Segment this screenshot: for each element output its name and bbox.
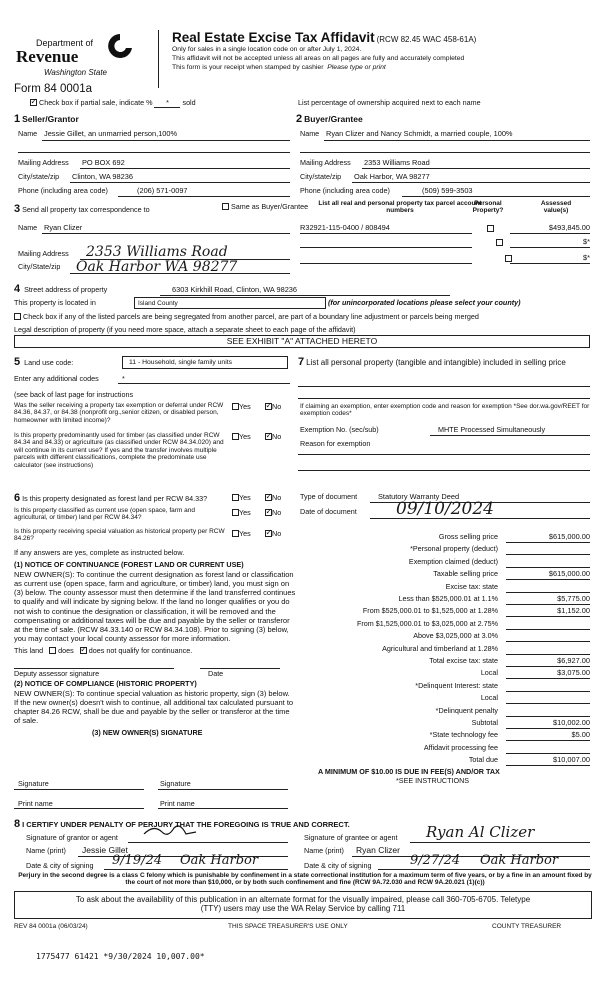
county-select[interactable]: [134, 297, 326, 309]
partial-sale-label: Check box if partial sale, indicate %: [39, 98, 153, 107]
seller-name-field[interactable]: Jessie Gillet, an unmarried person,100%: [44, 129, 178, 138]
land-use-row: 5 Land use code:: [14, 356, 74, 368]
corr-city-field[interactable]: Oak Harbor WA 98277: [76, 259, 238, 275]
f1-yes-checkbox[interactable]: [232, 494, 239, 501]
see-instructions: *SEE INSTRUCTIONS: [396, 776, 470, 785]
grantee-sig-label: Signature of grantee or agent: [304, 833, 398, 842]
timber-question: Is this property predominantly used for timber (as classified under RCW 84.34 and 84.33) or agriculture (as classified under RCW 84.34.020) and will continue in its current use? If yes and the transfer involves multiple parcels with different classifications, complete the predominate use calculator (see instructions): [14, 432, 224, 469]
notice2-text: NEW OWNER(S): To continue special valuation as historic property, sign (3) below. If the new owner(s) doesn't wish to continue, all additional tax calculated pursuant to chapter 84.26 RCW, shall be due and payable by the seller or transferor at the time of sale.: [14, 689, 294, 726]
seller-city-label: City/state/zip: [18, 172, 60, 181]
parcel-col-header: List all real and personal property tax parcel account numbers: [318, 200, 482, 215]
legal-description-value: SEE EXHIBIT "A" ATTACHED HERETO: [226, 336, 378, 346]
owner-sig1-label: Signature: [18, 779, 49, 788]
f3-no-checkbox[interactable]: [265, 530, 272, 537]
see-back-note: (see back of last page for instructions: [14, 390, 134, 399]
notice3-title: (3) NEW OWNER(S) SIGNATURE: [92, 728, 203, 737]
located-label: This property is located in: [14, 298, 96, 307]
forest-q2: Is this property classified as current use (open space, farm and agricultural, or timber) land per RCW 84.34?: [14, 507, 196, 522]
header-note1: Only for sales in a single location code on or after July 1, 2024.: [172, 46, 362, 53]
doc-date-label: Date of document: [300, 507, 357, 516]
grantor-name-label: Name (print): [26, 846, 66, 855]
doc-date-field[interactable]: 09/10/2024: [396, 499, 494, 519]
parcel-row-3-value[interactable]: $*: [583, 253, 590, 262]
grantor-signature[interactable]: [140, 822, 200, 842]
exemption-note: If claiming an exemption, enter exemption code and reason for exemption *See dor.wa.gov/REET for exemption codes*: [300, 403, 590, 418]
parcel-row-2-personal-checkbox[interactable]: [496, 239, 503, 246]
rev-number: REV 84 0001a (06/03/24): [14, 923, 88, 930]
doc-type-label: Type of document: [300, 492, 358, 501]
additional-codes-label: Enter any additional codes: [14, 374, 99, 383]
tax-row-label: *Personal property (deduct): [410, 544, 498, 554]
f1-no: ✓ No: [265, 494, 281, 502]
exemption-no-field[interactable]: MHTE Processed Simultaneously: [438, 425, 546, 434]
dept-line1: Department of: [36, 38, 94, 48]
county-treasurer: COUNTY TREASURER: [492, 923, 562, 930]
grantor-sig-label: Signature of grantor or agent: [26, 833, 118, 842]
seller-phone-field[interactable]: (206) 571-0097: [137, 186, 188, 195]
notice1-text: NEW OWNER(S): To continue the current designation as forest land or classification as current use (open space, farm and agriculture, or timber) land, you must sign on (3) below. The county assessor must then determine if the land transferred continues to qualify and will indicate by signing below. If the land no longer qualifies or you do not wish to continue the designation or classification, it will be removed and the compensating or additional taxes will be due and payable by the seller or transferor at the time of sale. (RCW 84.33.140 or RCW 84.34.108). Prior to signing (3) below, you may contact your local county assessor for more information.: [14, 570, 296, 643]
access-line2: (TTY) users may use the WA Relay Service by calling 711: [200, 904, 406, 914]
tax-row-label: Local: [480, 668, 498, 678]
partial-pct[interactable]: *: [154, 99, 180, 108]
parcel-row-2-value[interactable]: $*: [583, 237, 590, 246]
personal-col-header: Personal Property?: [472, 200, 504, 215]
reason-label: Reason for exemption: [300, 439, 371, 448]
corr-city-label: City/State/zip: [18, 262, 61, 271]
q1-yes-checkbox[interactable]: [232, 403, 239, 410]
tax-row-label: Agricultural and timberland at 1.28%: [382, 643, 498, 653]
q2-no: ✓ No: [265, 433, 281, 441]
partial-sale-checkbox[interactable]: [30, 99, 37, 106]
tax-row-label: Exemption claimed (deduct): [408, 556, 498, 566]
f3-yes-checkbox[interactable]: [232, 530, 239, 537]
correspondence-heading: 3 Send all property tax correspondence to: [14, 203, 150, 215]
additional-codes-field[interactable]: *: [122, 374, 125, 383]
buyer-heading: 2 Buyer/Grantee: [296, 113, 363, 125]
tax-row-value[interactable]: $6,927.00: [557, 656, 590, 665]
grantor-date-label: Date & city of signing: [26, 861, 94, 870]
dept-state: Washington State: [44, 68, 108, 77]
seller-mailing-label: Mailing Address: [18, 158, 69, 167]
perjury-notice: Perjury in the second degree is a class C felony which is punishable by confinement in a state correctional institution for a maximum term of five years, or by a fine in an amount fixed by the court of not more than $10,000, or by both such confinement and fine (RCW 9A.72.030 and RCW 9A.20.021 (1)(c)): [18, 872, 592, 887]
buyer-city-field[interactable]: Oak Harbor, WA 98277: [354, 172, 430, 181]
tax-row-label: Gross selling price: [438, 532, 498, 541]
f1-no-checkbox[interactable]: [265, 494, 272, 501]
owner-sig2-label: Signature: [160, 779, 191, 788]
deputy-date-label: Date: [208, 669, 224, 678]
segregated-row: Check box if any of the listed parcels are being segregated from another parcel, are part of a boundary line adjustment or parcels being merged: [14, 313, 594, 321]
not-qualify-checkbox[interactable]: [80, 647, 87, 654]
grantee-date-label: Date & city of signing: [304, 861, 372, 870]
corr-mailing-label: Mailing Address: [18, 249, 69, 258]
minimum-note: A MINIMUM OF $10.00 IS DUE IN FEE(S) AND/OR TAX: [318, 767, 500, 776]
does-qualify-checkbox[interactable]: [49, 647, 56, 654]
header-note2: This affidavit will not be accepted unless all areas on all pages are fully and accurately completed: [172, 55, 465, 62]
corr-name-field[interactable]: Ryan Clizer: [44, 223, 83, 232]
buyer-phone-label: Phone (including area code): [300, 186, 390, 195]
grantee-name-field[interactable]: Ryan Clizer: [356, 845, 400, 855]
buyer-phone-field[interactable]: (509) 599-3503: [422, 186, 473, 195]
grantor-date-field[interactable]: 9/19/24: [112, 853, 163, 868]
personal-property-heading: 7 List all personal property (tangible and intangible) included in selling price: [298, 356, 566, 368]
tax-row-label: Above $3,025,000 at 3.0%: [413, 631, 498, 641]
owner-print2-label: Print name: [160, 799, 195, 808]
corr-name-label: Name: [18, 223, 38, 232]
parcel-row-1-number[interactable]: R32921-115-0400 / 808494: [300, 223, 390, 232]
certify-heading: 8 I CERTIFY UNDER PENALTY OF PERJURY THAT THE FOREGOING IS TRUE AND CORRECT.: [14, 818, 350, 830]
segregated-checkbox[interactable]: [14, 313, 21, 320]
street-label: Street address of property: [24, 285, 108, 294]
assessed-col-header: Assessed value(s): [540, 200, 572, 215]
seller-phone-label: Phone (including area code): [18, 186, 108, 195]
q1-yes: Yes: [232, 403, 251, 411]
seller-heading: 1 Seller/Grantor: [14, 113, 79, 125]
corr-mailing-field[interactable]: 2353 Williams Road: [86, 244, 228, 260]
q2-no-checkbox[interactable]: [265, 433, 272, 440]
tax-row-value[interactable]: $615,000.00: [548, 569, 590, 579]
q1-no-checkbox[interactable]: [265, 403, 272, 410]
land-use-value: 11 - Household, single family units: [129, 359, 233, 366]
seller-mailing-field[interactable]: PO BOX 692: [82, 158, 125, 167]
land-use-select[interactable]: [122, 356, 288, 369]
tax-row-value[interactable]: $5,775.00: [557, 594, 590, 603]
tax-row-value[interactable]: $10,007.00: [553, 755, 590, 765]
grantee-signature[interactable]: Ryan Al Clizer: [426, 823, 535, 841]
parcel-row-1-value[interactable]: $493,845.00: [548, 223, 590, 232]
tax-row-value[interactable]: $10,002.00: [553, 718, 590, 727]
tax-row-label: Total due: [468, 755, 498, 765]
notice2-title: (2) NOTICE OF COMPLIANCE (HISTORIC PROPERTY): [14, 679, 197, 688]
f1-yes: Yes: [232, 494, 251, 502]
partial-sale-row: [30, 99, 196, 108]
dept-revenue: Revenue: [16, 47, 79, 66]
tax-row-label: From $525,000.01 to $1,525,000 at 1.28%: [362, 606, 498, 616]
legal-description-field[interactable]: [14, 335, 590, 348]
doc-type-field[interactable]: Statutory Warranty Deed: [378, 492, 460, 501]
buyer-name-field[interactable]: Ryan Clizer and Nancy Schmidt, a married couple, 100%: [326, 129, 513, 138]
buyer-name-label: Name: [300, 129, 320, 138]
grantor-city-field[interactable]: Oak Harbor: [180, 853, 259, 868]
tax-row-label: *State technology fee: [429, 730, 498, 740]
tax-row-value[interactable]: $3,075.00: [557, 668, 590, 678]
unincorp-note: (for unincorporated locations please select your county): [328, 298, 521, 307]
grantee-name-label: Name (print): [304, 846, 344, 855]
this-land-row: This land does ✓ does not qualify for continuance.: [14, 647, 192, 655]
tax-row-label: From $1,525,000.01 to $3,025,000 at 2.75%: [356, 618, 498, 628]
tax-row-label: *Delinquent penalty: [435, 705, 498, 715]
parcel-row-1-personal-checkbox[interactable]: [487, 225, 494, 232]
exemption-question: Was the seller receiving a property tax exemption or deferral under RCW 84.36, 84.37, or 84.38 (nonprofit org.,senior citizen, or disabled person, homeowner with limited income)?: [14, 402, 224, 424]
q1-no: ✓ No: [265, 403, 281, 411]
same-as-buyer: Same as Buyer/Grantee: [222, 203, 308, 211]
f2-yes-checkbox[interactable]: [232, 509, 239, 516]
street-row: 4 Street address of property: [14, 283, 108, 295]
f2-no-checkbox[interactable]: [265, 509, 272, 516]
tax-row-label: Taxable selling price: [433, 569, 498, 579]
cashier-stamp: 1775477 61421 *9/30/2024 10,007.00*: [36, 952, 205, 961]
notice1-title: (1) NOTICE OF CONTINUANCE (FOREST LAND OR CURRENT USE): [14, 560, 244, 569]
tax-row-label: Subtotal: [471, 718, 498, 727]
exemption-no-label: Exemption No. (sec/sub): [300, 425, 379, 434]
seller-name-label: Name: [18, 129, 38, 138]
grantor-name-field[interactable]: Jessie Gillet: [82, 845, 128, 855]
buyer-city-label: City/state/zip: [300, 172, 342, 181]
tax-row-value[interactable]: $5.00: [571, 730, 590, 740]
list-pct-note: List percentage of ownership acquired next to each name: [298, 98, 481, 107]
same-as-buyer-checkbox[interactable]: [222, 203, 229, 210]
access-line1: To ask about the availability of this publication in an alternate format for the visually impaired, please call 360-705-6705. Teletype: [75, 895, 531, 904]
header-note3: This form is your receipt when stamped by cashier Please type or print: [172, 64, 386, 71]
revenue-logo-icon: [106, 32, 134, 62]
tax-row-label: Less than $525,000.01 at 1.1%: [398, 594, 498, 603]
deputy-sig-label: Deputy assessor signature: [14, 669, 100, 678]
owner-print1-label: Print name: [18, 799, 53, 808]
tax-row-label: *Delinquent Interest: state: [415, 680, 498, 690]
tax-row-value[interactable]: $615,000.00: [548, 532, 590, 541]
buyer-mailing-label: Mailing Address: [300, 158, 351, 167]
forest-q3: Is this property receiving special valuation as historical property per RCW 84.26?: [14, 528, 225, 543]
title-ref: (RCW 82.45 WAC 458-61A): [376, 35, 477, 44]
tax-row-label: Local: [480, 693, 498, 703]
tax-row-label: Total excise tax: state: [429, 656, 498, 665]
treasurer-only: THIS SPACE TREASURER'S USE ONLY: [228, 923, 348, 930]
q2-yes: Yes: [232, 433, 251, 441]
county-value: Island County: [138, 300, 178, 307]
f2-yes: Yes: [232, 509, 251, 517]
form-number: Form 84 0001a: [14, 83, 92, 95]
accessibility-box: [14, 891, 592, 919]
sold-label: sold: [182, 98, 196, 107]
f3-yes: Yes: [232, 530, 251, 538]
dor-logo: [14, 30, 134, 86]
tax-row-label: Excise tax: state: [445, 581, 498, 591]
f2-no: ✓ No: [265, 509, 281, 517]
grantee-city-field[interactable]: Oak Harbor: [480, 853, 559, 868]
tax-row-value[interactable]: $1,152.00: [557, 606, 590, 616]
seller-city-field[interactable]: Clinton, WA 98236: [72, 172, 133, 181]
q2-yes-checkbox[interactable]: [232, 433, 239, 440]
forest-q1: 6 Is this property designated as forest land per RCW 84.33?: [14, 492, 208, 504]
buyer-mailing-field[interactable]: 2353 Williams Road: [364, 158, 430, 167]
form-title: [172, 30, 592, 46]
f3-no: ✓ No: [265, 530, 281, 538]
if-yes-note: If any answers are yes, complete as instructed below.: [14, 548, 185, 557]
title-text: Real Estate Excise Tax Affidavit: [172, 30, 375, 45]
street-field[interactable]: 6303 Kirkhill Road, Clinton, WA 98236: [172, 285, 298, 294]
grantee-date-field[interactable]: 9/27/24: [410, 853, 461, 868]
tax-row-label: Affidavit processing fee: [423, 742, 498, 752]
legal-label: Legal description of property (if you need more space, attach a separate sheet to each page of the affidavit): [14, 325, 356, 334]
